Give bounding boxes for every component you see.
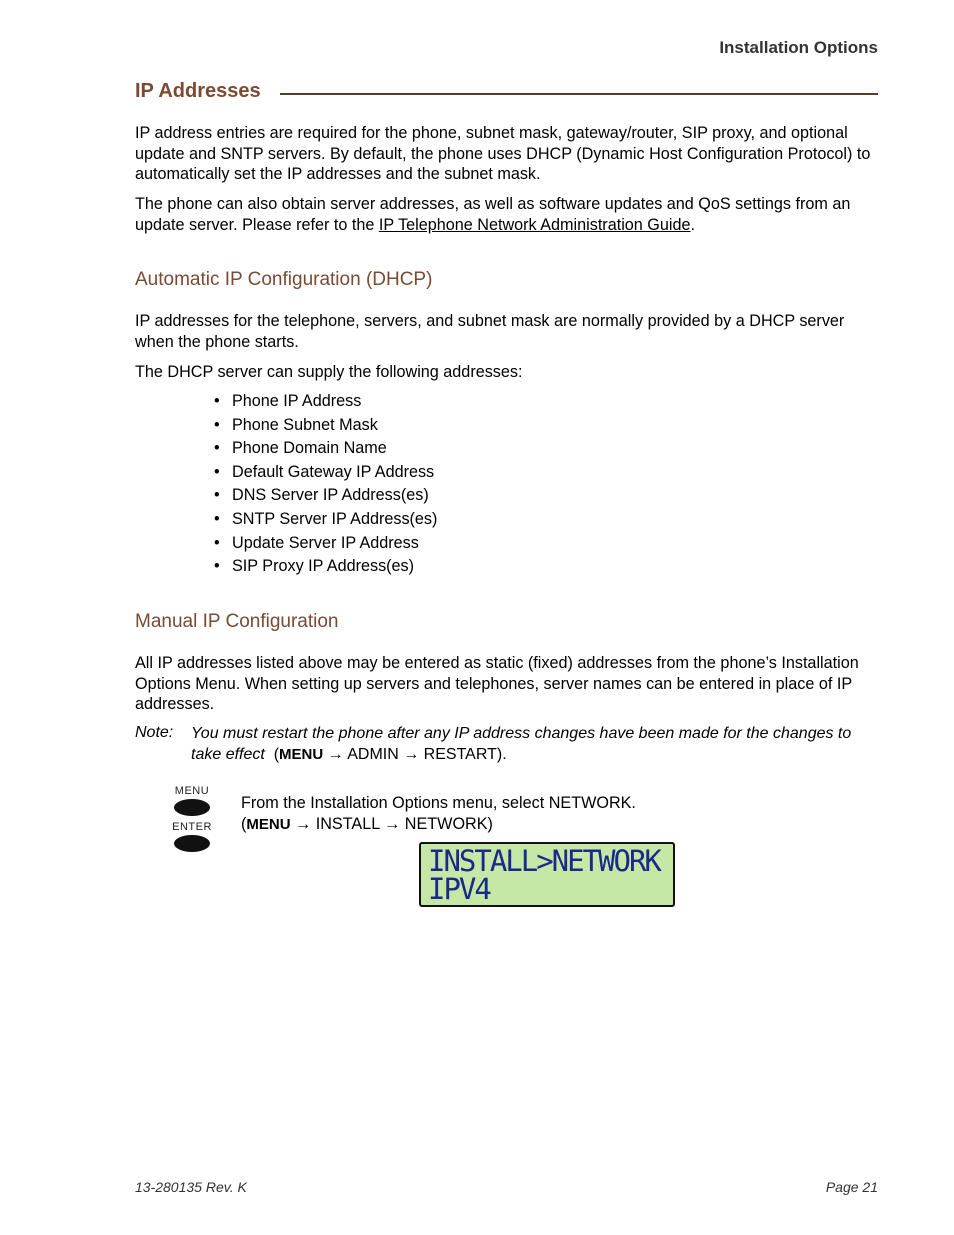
list-item-text: SIP Proxy IP Address(es) [232,557,415,576]
note-open: ( [273,745,280,763]
para2-end: . [690,215,695,234]
note-text [191,724,881,765]
phone-keys-icon [170,785,214,857]
dhcp-list-intro: The DHCP server can supply the following addresses: [135,363,523,381]
note-body: You must restart the phone after any IP address changes have been made for the changes to take effect [191,725,852,763]
para2-text: The phone can also obtain server addresses, as well as software updates and QoS settings from an update server. Please refer to the [135,195,851,234]
note-label: Note: [135,724,174,741]
update-server-paragraph [135,194,880,235]
dhcp-paragraph: IP addresses for the telephone, servers, and subnet mask are normally provided by a DHCP server when the phone starts. [135,312,845,351]
page-number: Page 21 [825,1179,878,1195]
section-title: IP Addresses [135,80,261,102]
menu-key-icon [174,799,210,816]
step-menu-key: MENU [246,815,291,833]
manual-heading: Manual IP Configuration [135,611,339,632]
enter-key-label: ENTER [172,821,212,833]
intro-paragraph: IP address entries are required for the phone, subnet mask, gateway/router, SIP proxy, and optional update and SNTP servers. By default, the phone uses DHCP (Dynamic Host Configuration Protocol) to automatically set the IP addresses and the subnet mask. [135,124,871,183]
list-item: • SNTP Server IP Address(es) [214,509,438,528]
lcd-line-2: IPV4 [428,872,490,906]
running-header: Installation Options [719,38,878,57]
doc-number: 13-280135 Rev. K [135,1179,247,1195]
list-item-text: Default Gateway IP Address [232,462,435,481]
list-item-text: Phone IP Address [232,392,362,410]
title-rule [280,93,878,95]
menu-key-label: MENU [174,785,210,797]
list-item-text: DNS Server IP Address(es) [232,486,429,505]
dhcp-heading: Automatic IP Configuration (DHCP) [135,269,433,290]
step-close: ) [487,814,493,833]
step-line: From the Installation Options menu, select NETWORK. [241,794,636,812]
list-item-text: Phone Subnet Mask [232,415,378,434]
list-item: • Update Server IP Address [214,533,419,552]
note-menu-key: MENU [279,745,324,763]
list-item: • Phone Subnet Mask [214,415,378,434]
dhcp-address-list [214,391,437,580]
list-item-text: Phone Domain Name [232,439,387,458]
list-item: • Default Gateway IP Address [214,462,435,481]
list-item: • SIP Proxy IP Address(es) [214,557,415,576]
list-item-text: SNTP Server IP Address(es) [232,509,438,528]
step-path: → INSTALL → NETWORK [290,814,488,833]
admin-guide-link[interactable]: IP Telephone Network Administration Guide [378,215,691,234]
list-item: • Phone IP Address [214,392,362,410]
lcd-line-1: INSTALL>NETWORK [428,844,660,878]
enter-key-icon [174,835,210,852]
list-item: • Phone Domain Name [214,439,387,458]
list-item-text: Update Server IP Address [232,533,419,552]
step-open: ( [241,814,247,833]
lcd-display [419,842,675,907]
step-instruction [241,793,636,835]
note-menu-path: → ADMIN → RESTART [323,745,497,763]
note-close: ). [496,745,507,763]
manual-paragraph: All IP addresses listed above may be entered as static (fixed) addresses from the phone’s Installation Options Menu. When setting up servers and telephones, server names can be entered in place of IP addresses. [135,654,859,713]
step-menu-path [241,814,636,836]
list-item: • DNS Server IP Address(es) [214,486,429,505]
